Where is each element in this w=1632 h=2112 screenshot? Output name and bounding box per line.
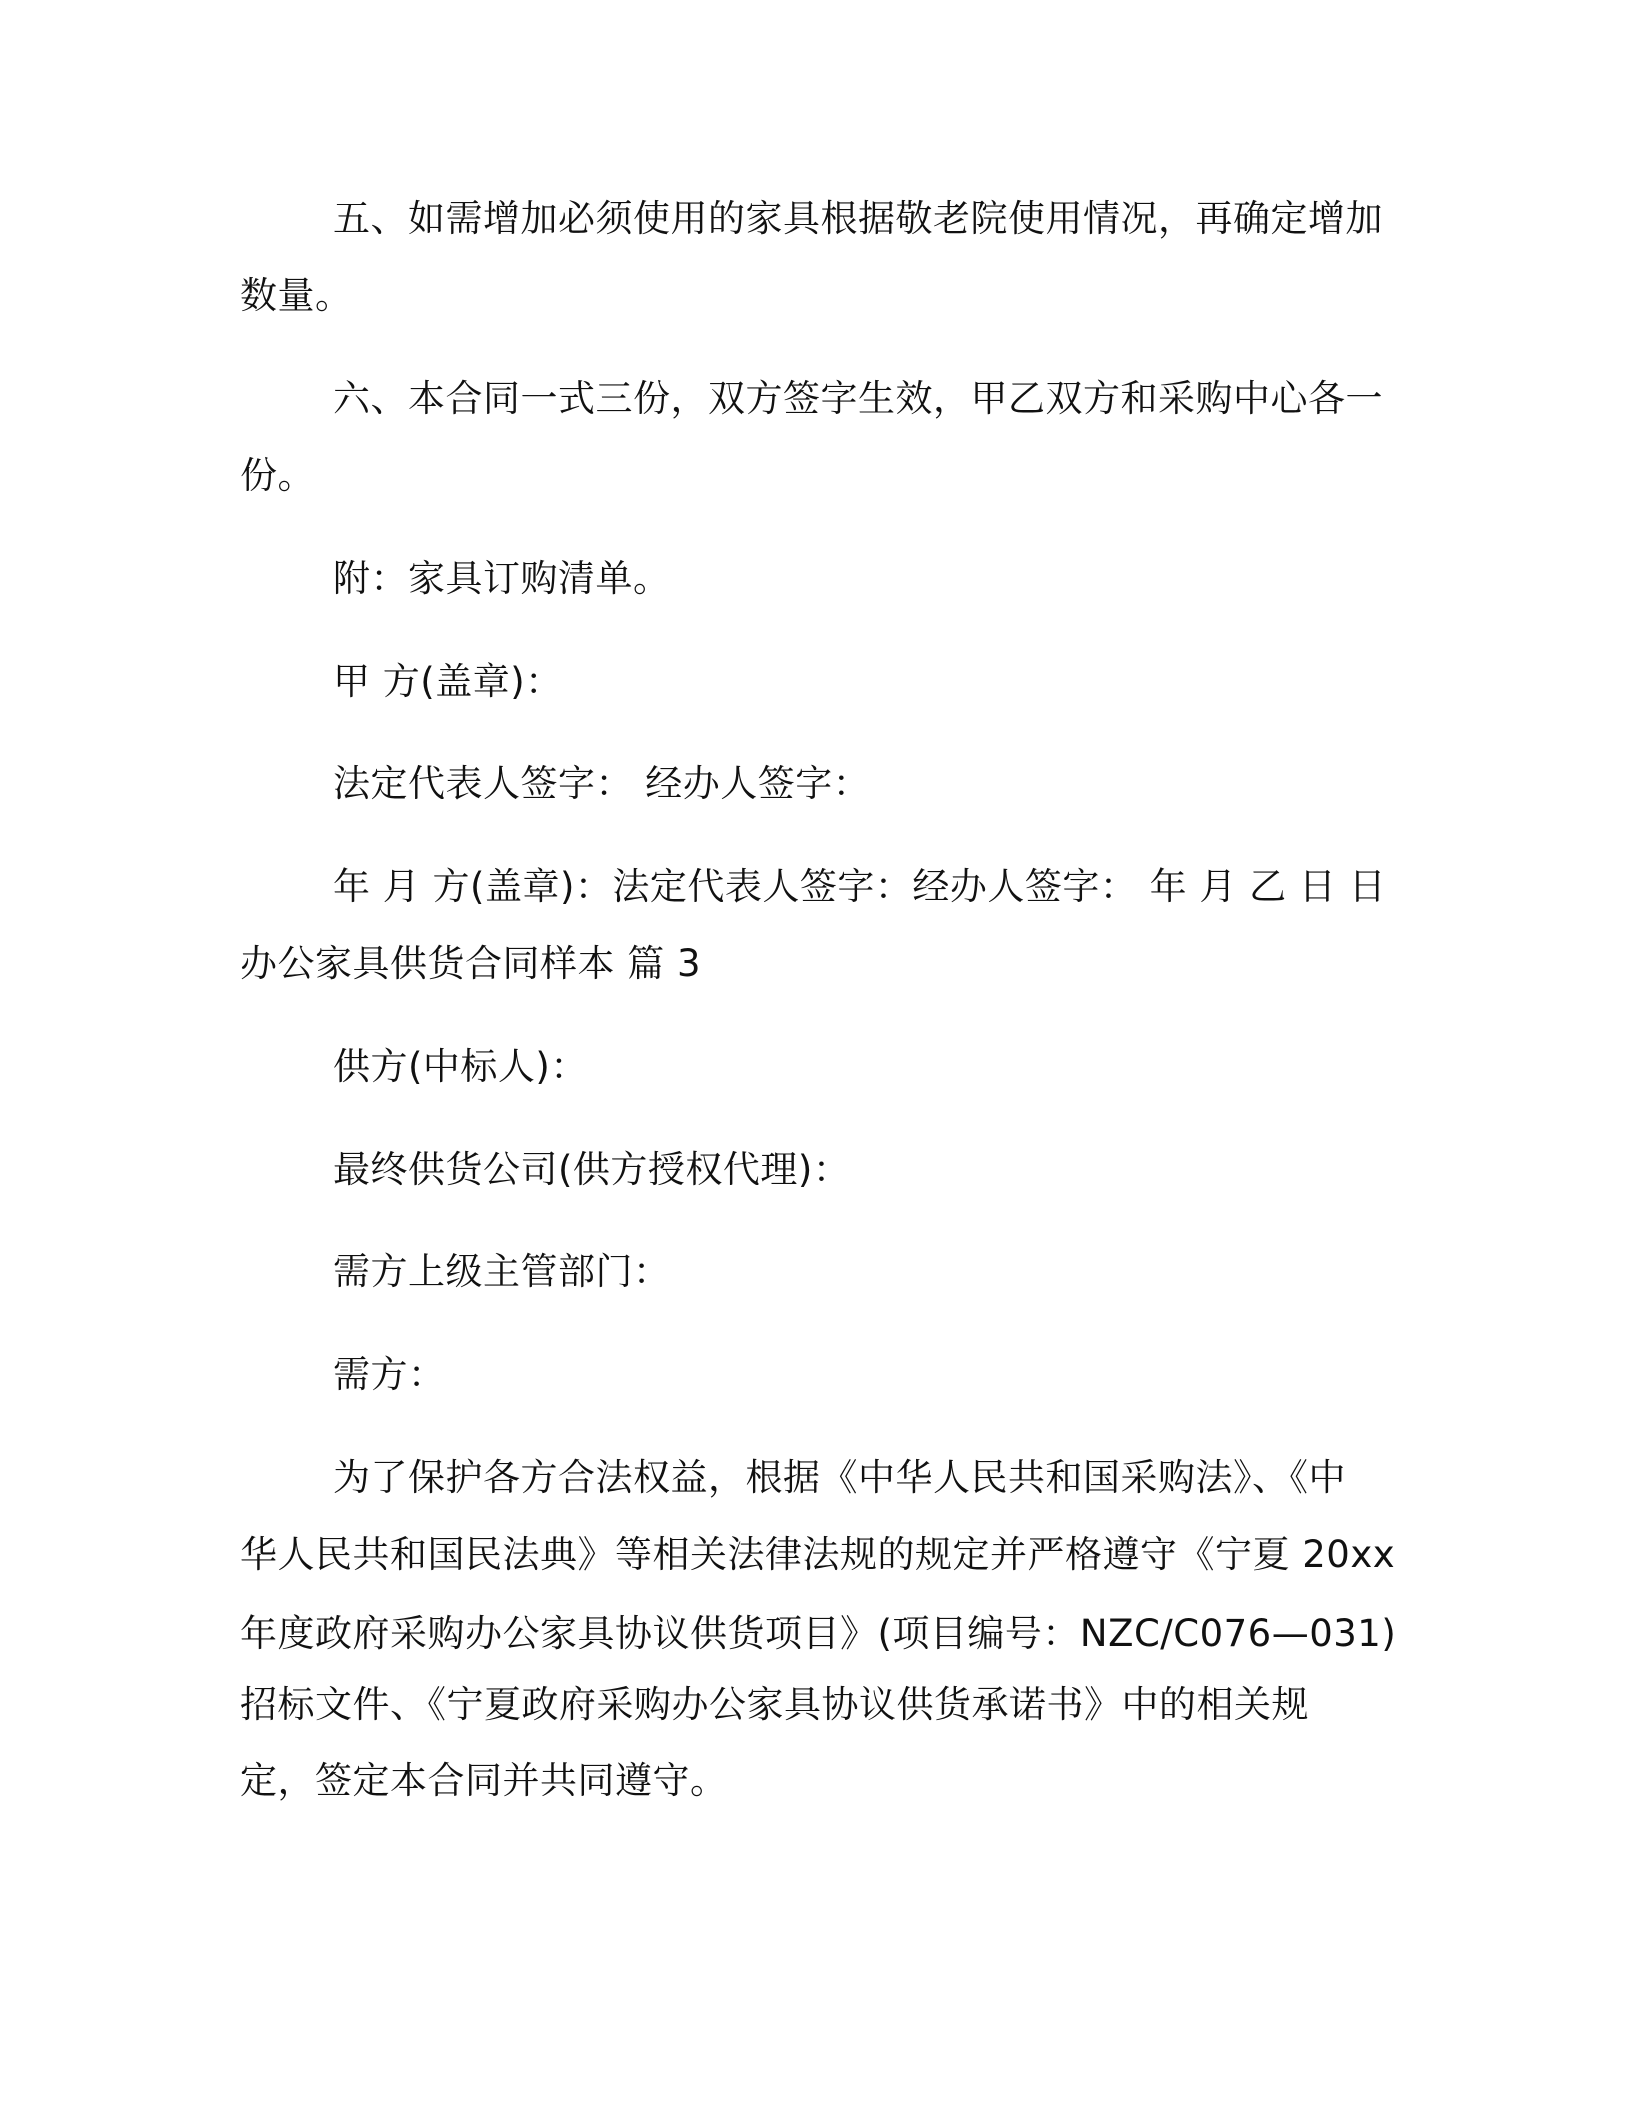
signature-line: 法定代表人签字： 经办人签字： bbox=[333, 762, 871, 805]
preamble-line-1: 为了保护各方合法权益，根据《中华人民共和国采购法》、《中 bbox=[333, 1456, 1346, 1499]
supplier-line: 供方(中标人)： bbox=[333, 1045, 588, 1088]
party-a-seal-line: 甲 方(盖章)： bbox=[333, 660, 563, 703]
preamble-line-3: 年度政府采购办公家具协议供货项目》(项目编号：NZC/C076—031) bbox=[240, 1612, 1397, 1655]
preamble-line-2: 华人民共和国民法典》等相关法律法规的规定并严格遵守《宁夏 20xx bbox=[240, 1533, 1396, 1576]
paragraph-item-6-line-1: 六、本合同一式三份，双方签字生效，甲乙双方和采购中心各一 bbox=[333, 377, 1383, 420]
paragraph-item-5-line-2: 数量。 bbox=[240, 274, 353, 317]
attachment-line: 附：家具订购清单。 bbox=[333, 557, 671, 600]
preamble-line-4: 招标文件、《宁夏政府采购办公家具协议供货承诺书》中的相关规 bbox=[240, 1683, 1309, 1726]
paragraph-item-6-line-2: 份。 bbox=[240, 454, 315, 497]
party-b-signature-line: 年 月 方(盖章)：法定代表人签字：经办人签字： 年 月 乙 日 日 bbox=[333, 865, 1387, 908]
paragraph-item-5-line-1: 五、如需增加必须使用的家具根据敬老院使用情况，再确定增加 bbox=[333, 197, 1383, 240]
section-title: 办公家具供货合同样本 篇 3 bbox=[240, 942, 702, 985]
preamble-line-5: 定，签定本合同并共同遵守。 bbox=[240, 1759, 728, 1802]
final-supplier-line: 最终供货公司(供方授权代理)： bbox=[333, 1148, 851, 1191]
buyer-line: 需方： bbox=[333, 1353, 446, 1396]
buyer-supervisor-line: 需方上级主管部门： bbox=[333, 1250, 671, 1293]
